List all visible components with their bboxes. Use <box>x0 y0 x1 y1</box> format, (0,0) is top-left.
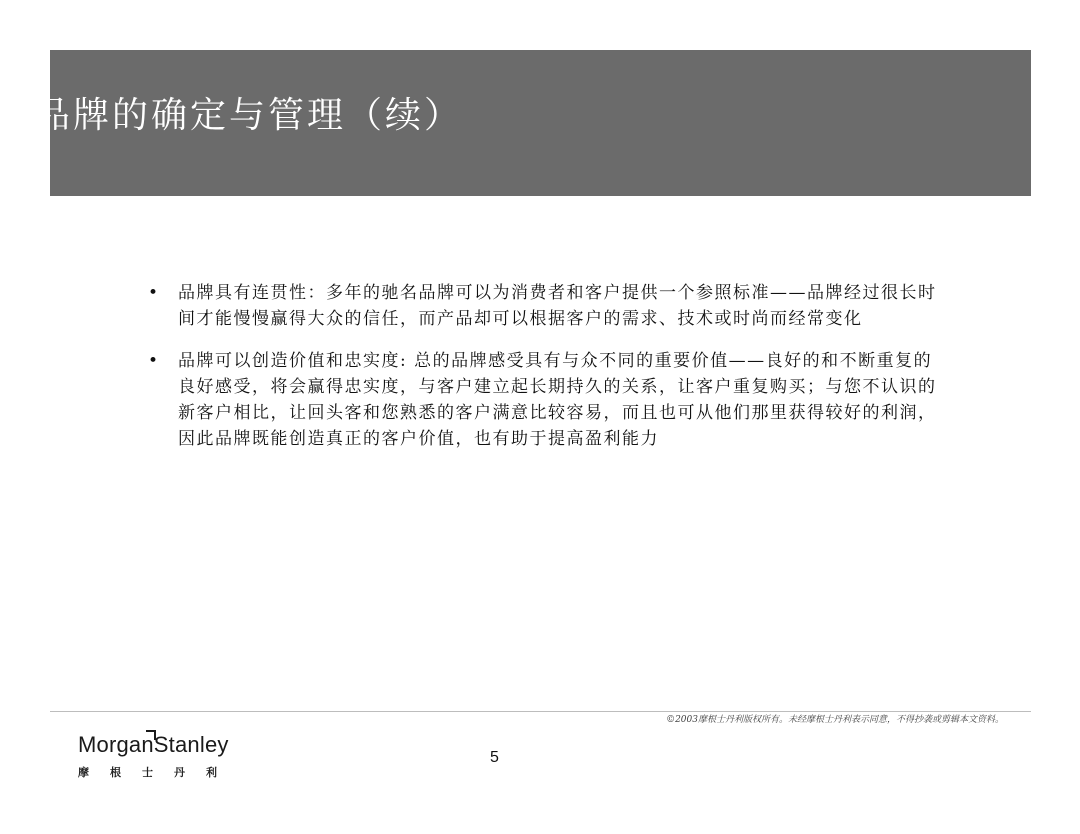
bullet-dot: • <box>148 283 160 303</box>
bullet-list <box>148 280 948 452</box>
morgan-stanley-logo <box>78 732 238 780</box>
logo-chinese: 摩根士丹利 <box>78 766 238 779</box>
logo-mark-icon <box>146 730 156 740</box>
bullet-text: 品牌具有连贯性：多年的驰名品牌可以为消费者和客户提供一个参照标准——品牌经过很长时间才能慢慢赢得大众的信任，而产品却可以根据客户的需求、技术或时尚而经常变化 <box>178 283 937 329</box>
logo-wordmark <box>78 732 238 758</box>
logo-en-text: MorganStanley <box>78 732 229 757</box>
bullet-item <box>148 280 948 332</box>
bullet-item <box>148 348 948 452</box>
bullet-text: 品牌可以创造价值和忠实度: 总的品牌感受具有与众不同的重要价值——良好的和不断重复的良好感受，将会赢得忠实度，与客户建立起长期持久的关系，让客户重复购买；与您不认识的新客户相比，让回头客和您熟悉的客户满意比较容易，而且也可从他们那里获得较好的利润，因此品牌既能创造真正的客户价值，也有助于提高盈利能力 <box>178 351 937 449</box>
copyright-notice: ©2003摩根士丹利版权所有。未经摩根士丹利表示同意，不得抄袭或剪辑本文资料。 <box>666 715 1004 725</box>
bullet-dot: • <box>148 351 160 371</box>
slide-title: 品牌的确定与管理（续） <box>34 95 464 136</box>
page-number: 5 <box>490 749 499 766</box>
